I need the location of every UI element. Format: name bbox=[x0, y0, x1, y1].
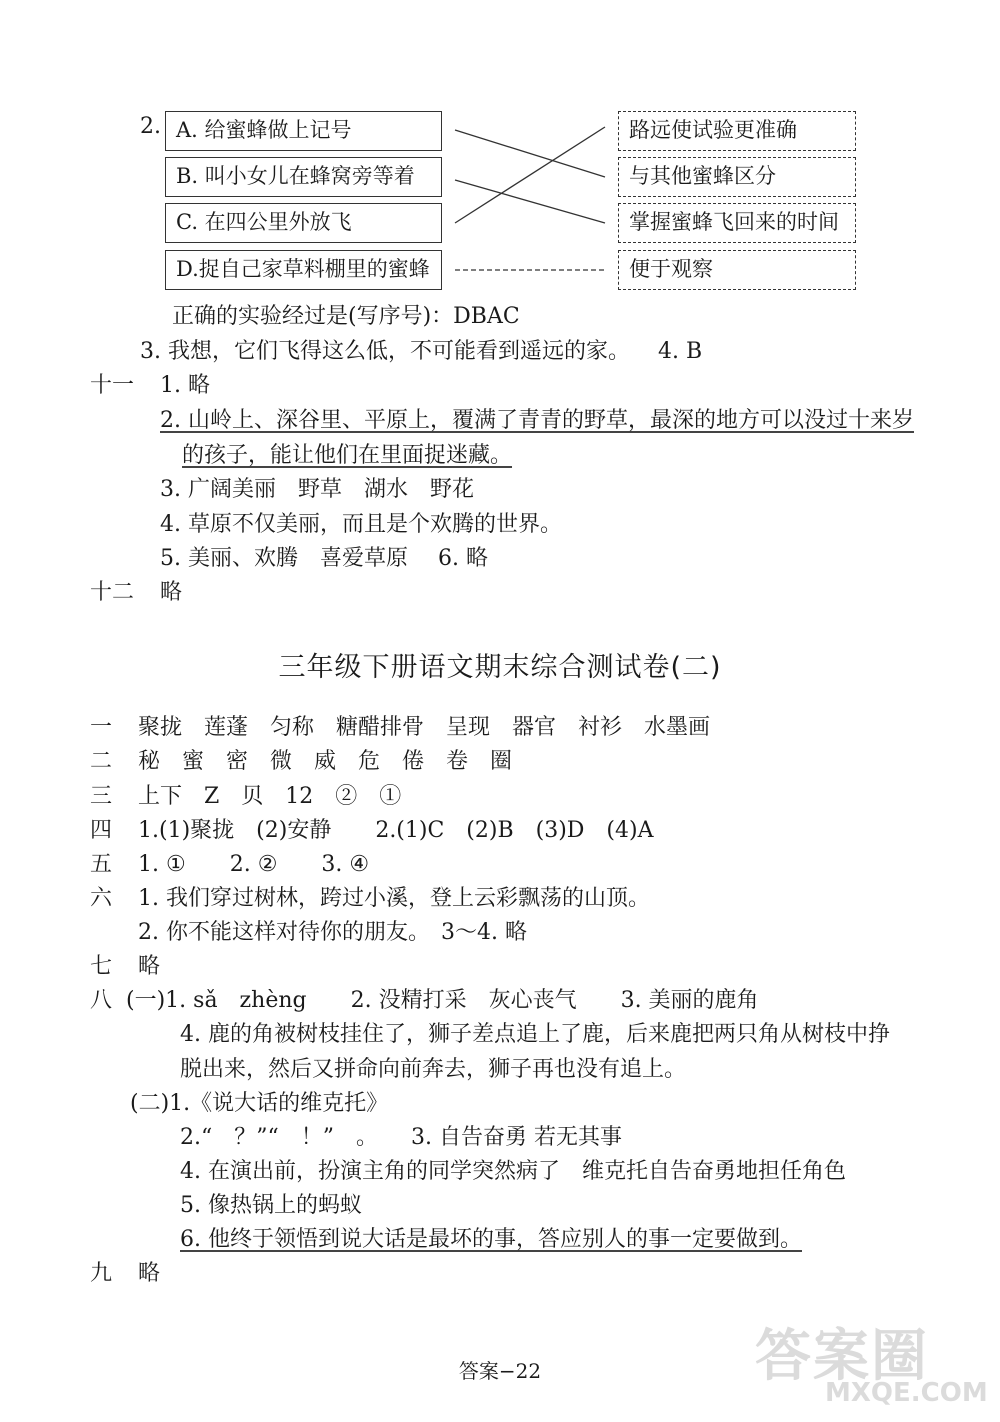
s11-answer-5: 5. 美丽、欢腾 喜爱草原 bbox=[160, 546, 408, 571]
p2-answer-8f: 4. 在演出前，扮演主角的同学突然病了 维克托自告奋勇地担任角色 bbox=[180, 1159, 846, 1184]
s12-answer: 略 bbox=[160, 580, 183, 605]
p2-answer-8h: 6. 他终于领悟到说大话是最坏的事，答应别人的事一定要做到。 bbox=[180, 1227, 802, 1252]
s11-answer-2b: 的孩子，能让他们在里面捉迷藏。 bbox=[182, 443, 513, 468]
p2-label-3: 三 bbox=[90, 784, 113, 809]
p2-answer-1: 聚拢 莲蓬 匀称 糖醋排骨 呈现 器官 衬衫 水墨画 bbox=[138, 715, 711, 740]
p2-answer-3: 上下 Z 贝 12 ② ① bbox=[138, 784, 402, 809]
p2-label-1: 一 bbox=[90, 715, 113, 740]
s11-answer-2a: 2. 山岭上、深谷里、平原上，覆满了青青的野草，最深的地方可以没过十来岁 bbox=[160, 408, 914, 433]
section-12-label: 十二 bbox=[90, 580, 135, 605]
p2-label-8: 八 bbox=[90, 988, 113, 1013]
p2-answer-9: 略 bbox=[138, 1261, 161, 1286]
p2-label-6: 六 bbox=[90, 886, 113, 911]
question-number: 2. bbox=[140, 114, 161, 139]
s11-answer-6: 6. 略 bbox=[438, 546, 488, 571]
s11-answer-4: 4. 草原不仅美丽，而且是个欢腾的世界。 bbox=[160, 512, 562, 537]
left-box-c: C. 在四公里外放飞 bbox=[165, 203, 442, 243]
answer-4: 4. B bbox=[658, 339, 703, 364]
section-11-label: 十一 bbox=[90, 373, 135, 398]
page-title: 三年级下册语文期末综合测试卷(二) bbox=[278, 652, 722, 683]
p2-label-9: 九 bbox=[90, 1261, 113, 1286]
p2-answer-5: 1. ① 2. ② 3. ④ bbox=[138, 852, 370, 877]
page-number: 答案−22 bbox=[458, 1359, 542, 1383]
left-box-d: D.捉自己家草料棚里的蜜蜂 bbox=[165, 250, 442, 290]
right-box-2: 与其他蜜蜂区分 bbox=[618, 157, 856, 197]
p2-answer-6b: 2. 你不能这样对待你的朋友。 3～4. 略 bbox=[138, 920, 527, 945]
p2-answer-8e: 2.“ ？”“ ！” 。 3. 自告奋勇 若无其事 bbox=[180, 1125, 622, 1150]
p2-answer-7: 略 bbox=[138, 954, 161, 979]
p2-label-7: 七 bbox=[90, 954, 113, 979]
right-box-4: 便于观察 bbox=[618, 250, 856, 290]
p2-answer-8b: 4. 鹿的角被树枝挂住了，狮子差点追上了鹿，后来鹿把两只角从树枝中挣 bbox=[180, 1022, 890, 1047]
p2-answer-8g: 5. 像热锅上的蚂蚁 bbox=[180, 1193, 362, 1218]
left-box-b: B. 叫小女儿在蜂窝旁等着 bbox=[165, 157, 442, 197]
p2-answer-4: 1.(1)聚拢 (2)安静 2.(1)C (2)B (3)D (4)A bbox=[138, 818, 654, 843]
line-c-to-1 bbox=[455, 127, 605, 223]
p2-answer-8d: (二)1.《说大话的维克托》 bbox=[130, 1091, 389, 1116]
p2-answer-2: 秘 蜜 密 微 威 危 倦 卷 圈 bbox=[138, 749, 513, 774]
p2-answer-8c: 脱出来，然后又拼命向前奔去，狮子再也没有追上。 bbox=[180, 1057, 687, 1082]
left-box-a: A. 给蜜蜂做上记号 bbox=[165, 111, 442, 151]
answer-3: 3. 我想，它们飞得这么低，不可能看到遥远的家。 bbox=[140, 339, 630, 364]
p2-answer-6a: 1. 我们穿过树林，跨过小溪，登上云彩飘荡的山顶。 bbox=[138, 886, 650, 911]
line-a-to-2 bbox=[455, 130, 605, 177]
p2-answer-8a: (一)1. sǎ zhèng 2. 没精打采 灰心丧气 3. 美丽的鹿角 bbox=[126, 988, 759, 1013]
watermark-text: 答案圈 bbox=[755, 1324, 929, 1389]
watermark-url: MXQE.COM bbox=[825, 1378, 988, 1408]
matching-lines bbox=[0, 0, 1000, 320]
p2-label-4: 四 bbox=[90, 818, 113, 843]
p2-label-5: 五 bbox=[90, 852, 113, 877]
experiment-order: 正确的实验经过是(写序号)：DBAC bbox=[172, 304, 520, 329]
s11-answer-1: 1. 略 bbox=[160, 373, 210, 398]
s11-answer-3: 3. 广阔美丽 野草 湖水 野花 bbox=[160, 477, 474, 502]
p2-label-2: 二 bbox=[90, 749, 113, 774]
line-b-to-3 bbox=[455, 180, 605, 223]
right-box-1: 路远使试验更准确 bbox=[618, 111, 856, 151]
right-box-3: 掌握蜜蜂飞回来的时间 bbox=[618, 203, 856, 243]
watermark-logo bbox=[755, 1312, 988, 1408]
